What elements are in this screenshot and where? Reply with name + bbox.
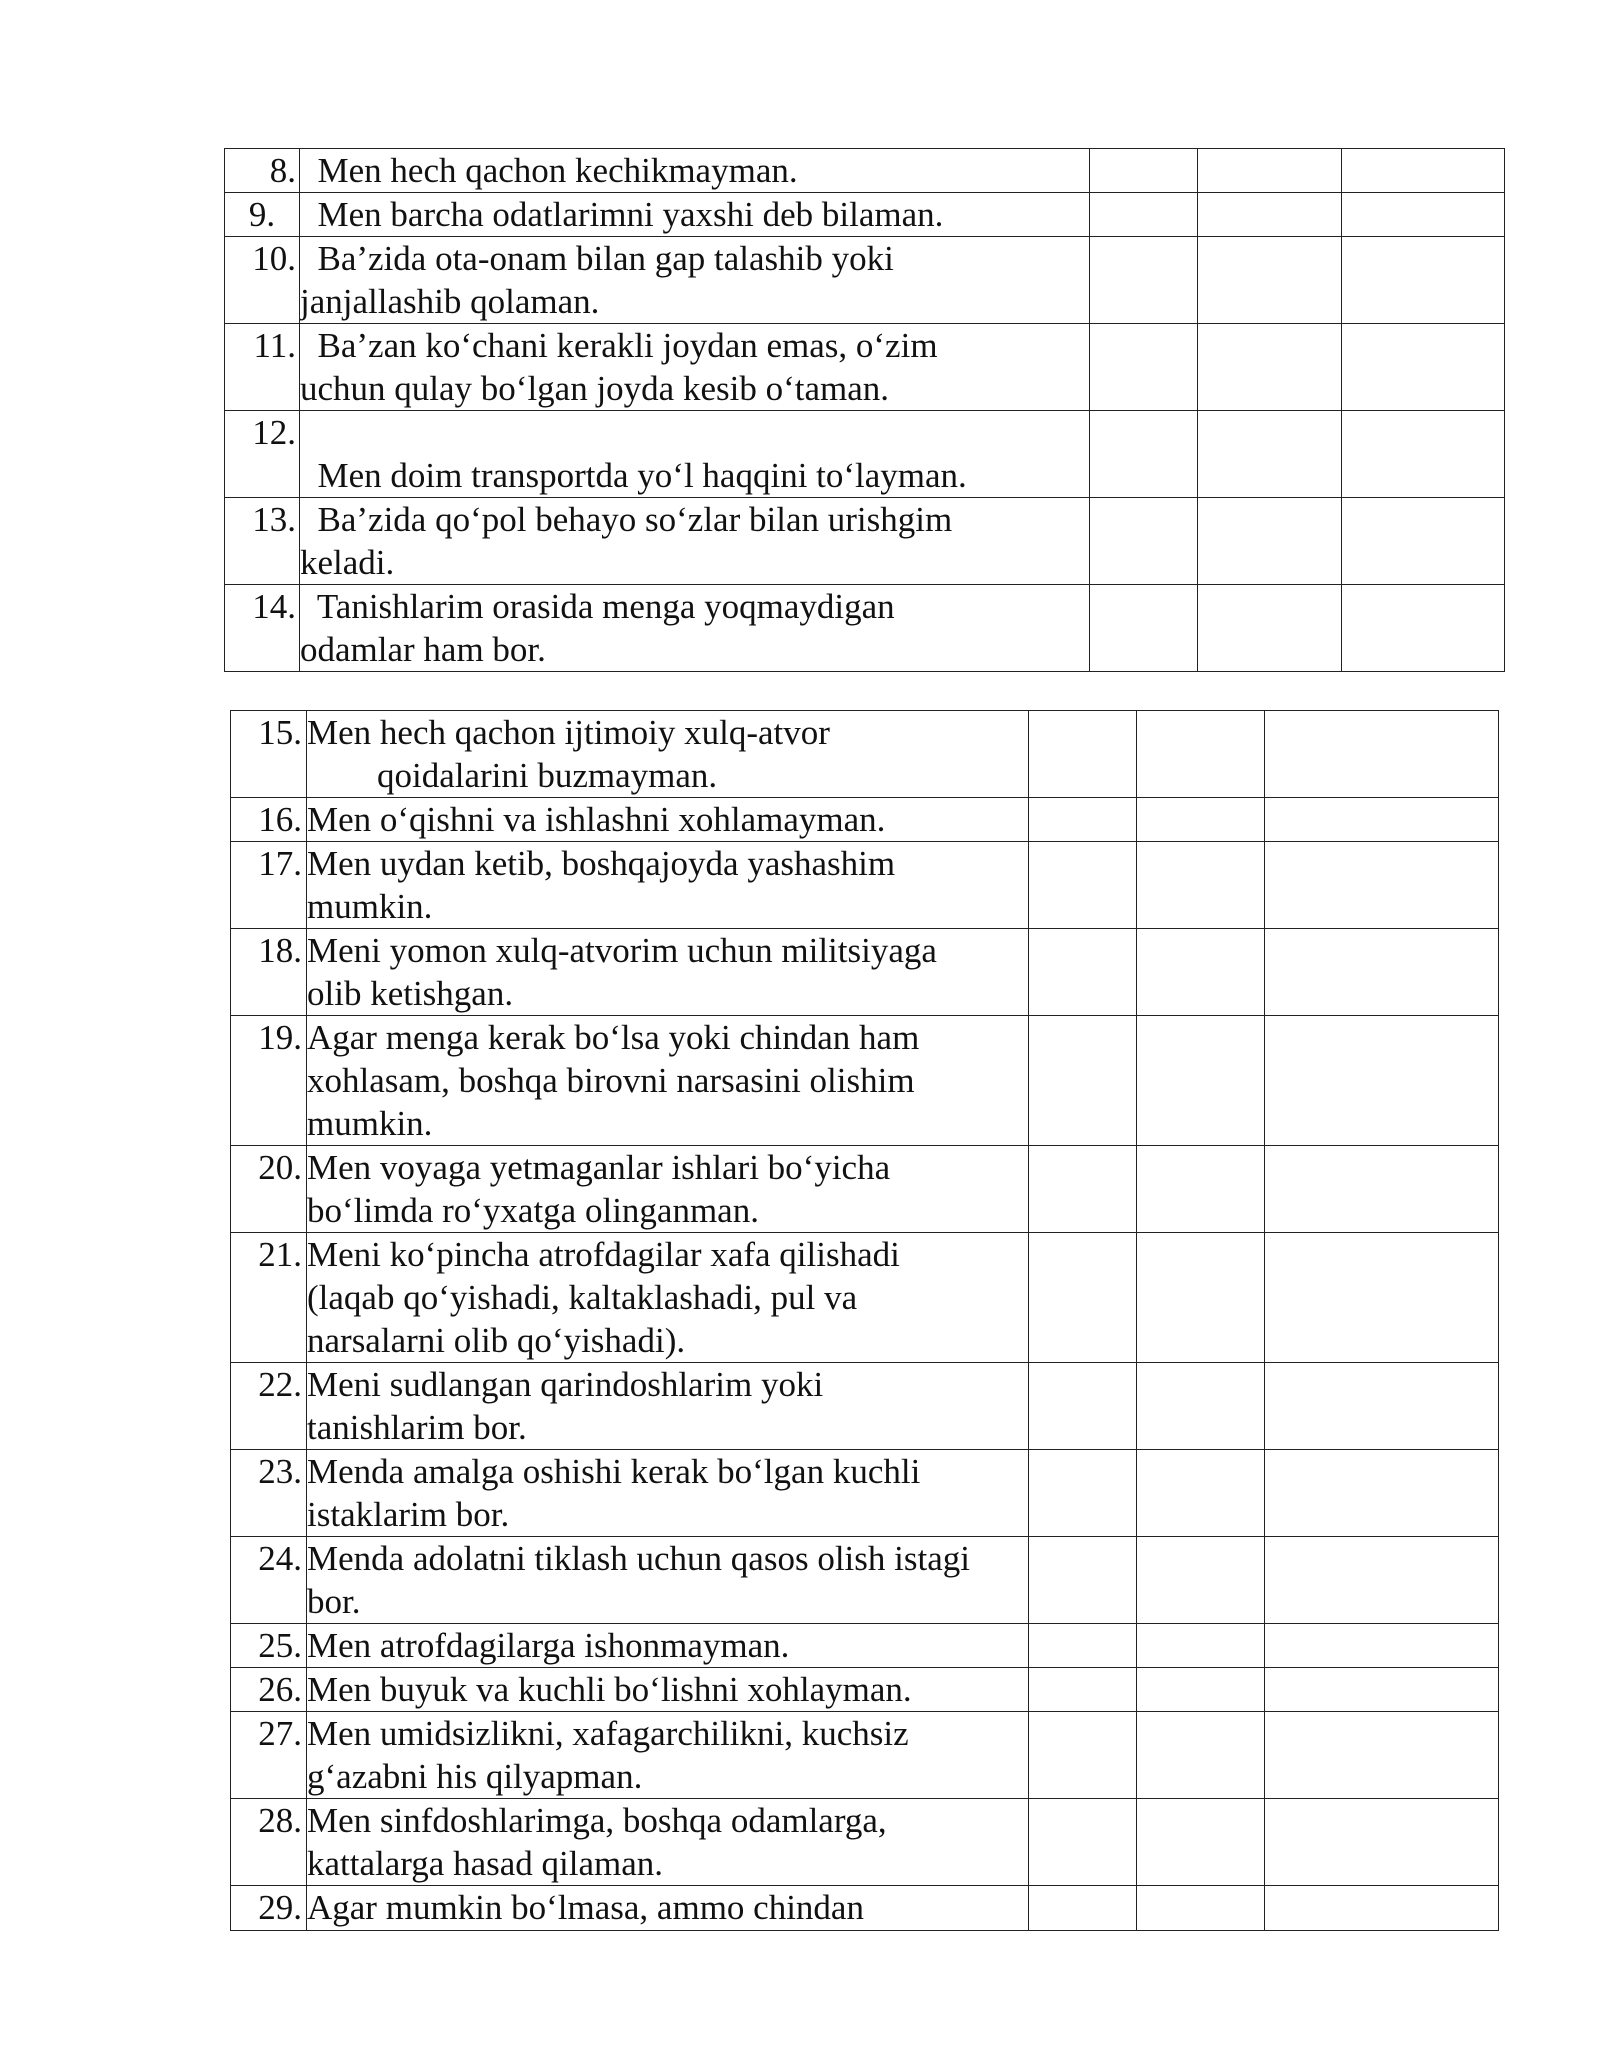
item-number: 18.	[231, 929, 307, 1016]
answer-cell-3[interactable]	[1342, 585, 1505, 672]
item-statement	[300, 498, 1090, 585]
statement-line: janjallashib qolaman.	[300, 282, 600, 321]
answer-cell-2[interactable]	[1137, 1668, 1265, 1712]
statement-line: keladi.	[300, 543, 395, 582]
statement-line: Men hech qachon kechikmayman.	[300, 151, 798, 190]
questionnaire-row	[231, 842, 1499, 929]
answer-cell-2[interactable]	[1137, 1016, 1265, 1146]
answer-cell-1[interactable]	[1029, 1886, 1137, 1931]
answer-cell-3[interactable]	[1265, 1363, 1499, 1450]
answer-cell-1[interactable]	[1029, 1537, 1137, 1624]
answer-cell-1[interactable]	[1029, 1668, 1137, 1712]
item-statement	[307, 1450, 1029, 1537]
answer-cell-1[interactable]	[1029, 1233, 1137, 1363]
answer-cell-1[interactable]	[1090, 411, 1198, 498]
questionnaire-table-2	[230, 710, 1499, 1931]
item-statement	[300, 193, 1090, 237]
statement-line: Ba’zida qo‘pol behayo so‘zlar bilan urishgim	[300, 500, 953, 539]
answer-cell-1[interactable]	[1029, 1363, 1137, 1450]
answer-cell-3[interactable]	[1265, 1146, 1499, 1233]
item-number: 28.	[231, 1799, 307, 1886]
answer-cell-3[interactable]	[1265, 1450, 1499, 1537]
item-statement	[300, 585, 1090, 672]
statement-line: qoidalarini buzmayman.	[307, 756, 718, 795]
statement-line: Meni ko‘pincha atrofdagilar xafa qilishadi	[307, 1235, 900, 1274]
statement-line: odamlar ham bor.	[300, 630, 546, 669]
item-statement	[307, 1624, 1029, 1668]
statement-line: Agar mumkin bo‘lmasa, ammo chindan	[307, 1888, 864, 1927]
statement-line: Men hech qachon ijtimoiy xulq-atvor	[307, 713, 830, 752]
answer-cell-3[interactable]	[1265, 1233, 1499, 1363]
answer-cell-2[interactable]	[1198, 149, 1342, 193]
questionnaire-row	[225, 237, 1505, 324]
answer-cell-1[interactable]	[1029, 842, 1137, 929]
questionnaire-row	[231, 1624, 1499, 1668]
item-number: 11.	[225, 324, 300, 411]
answer-cell-1[interactable]	[1029, 1712, 1137, 1799]
item-number: 23.	[231, 1450, 307, 1537]
item-number: 22.	[231, 1363, 307, 1450]
item-number: 19.	[231, 1016, 307, 1146]
item-number: 26.	[231, 1668, 307, 1712]
answer-cell-2[interactable]	[1137, 1537, 1265, 1624]
statement-line: g‘azabni his qilyapman.	[307, 1757, 643, 1796]
item-statement	[300, 237, 1090, 324]
statement-line: Tanishlarim orasida menga yoqmaydigan	[300, 587, 895, 626]
statement-line: Agar menga kerak bo‘lsa yoki chindan ham	[307, 1018, 920, 1057]
answer-cell-2[interactable]	[1198, 324, 1342, 411]
statement-line: Men doim transportda yo‘l haqqini to‘layman.	[300, 456, 967, 495]
answer-cell-2[interactable]	[1198, 411, 1342, 498]
answer-cell-3[interactable]	[1265, 1668, 1499, 1712]
answer-cell-1[interactable]	[1029, 1799, 1137, 1886]
answer-cell-1[interactable]	[1090, 585, 1198, 672]
statement-line: Ba’zida ota-onam bilan gap talashib yoki	[300, 239, 894, 278]
statement-line: Meni yomon xulq-atvorim uchun militsiyaga	[307, 931, 937, 970]
item-statement	[300, 411, 1090, 498]
statement-line: Men voyaga yetmaganlar ishlari bo‘yicha	[307, 1148, 891, 1187]
answer-cell-2[interactable]	[1137, 1450, 1265, 1537]
questionnaire-table-1	[224, 148, 1505, 672]
answer-cell-3[interactable]	[1265, 711, 1499, 798]
answer-cell-1[interactable]	[1029, 1016, 1137, 1146]
questionnaire-row	[225, 149, 1505, 193]
questionnaire-row	[231, 1799, 1499, 1886]
answer-cell-2[interactable]	[1137, 1886, 1265, 1931]
item-statement	[300, 149, 1090, 193]
statement-line: xohlasam, boshqa birovni narsasini olishim	[307, 1061, 915, 1100]
answer-cell-3[interactable]	[1265, 798, 1499, 842]
questionnaire-row	[231, 1146, 1499, 1233]
answer-cell-2[interactable]	[1137, 798, 1265, 842]
questionnaire-row	[231, 1233, 1499, 1363]
answer-cell-3[interactable]	[1265, 1537, 1499, 1624]
answer-cell-2[interactable]	[1137, 1799, 1265, 1886]
item-statement	[307, 798, 1029, 842]
answer-cell-3[interactable]	[1265, 1016, 1499, 1146]
answer-cell-3[interactable]	[1342, 324, 1505, 411]
answer-cell-2[interactable]	[1198, 585, 1342, 672]
statement-line: Meni sudlangan qarindoshlarim yoki	[307, 1365, 824, 1404]
answer-cell-1[interactable]	[1090, 498, 1198, 585]
statement-line: bor.	[307, 1582, 361, 1621]
item-statement	[300, 324, 1090, 411]
statement-line: Men buyuk va kuchli bo‘lishni xohlayman.	[307, 1670, 912, 1709]
item-number: 12.	[225, 411, 300, 498]
questionnaire-row	[231, 1668, 1499, 1712]
item-statement	[307, 842, 1029, 929]
statement-line: Men sinfdoshlarimga, boshqa odamlarga,	[307, 1801, 887, 1840]
answer-cell-3[interactable]	[1342, 193, 1505, 237]
statement-line: mumkin.	[307, 887, 433, 926]
item-statement	[307, 1712, 1029, 1799]
statement-line: Menda adolatni tiklash uchun qasos olish istagi	[307, 1539, 970, 1578]
item-number: 27.	[231, 1712, 307, 1799]
statement-line: Ba’zan ko‘chani kerakli joydan emas, o‘zim	[300, 326, 938, 365]
item-statement	[307, 1363, 1029, 1450]
answer-cell-3[interactable]	[1342, 498, 1505, 585]
answer-cell-3[interactable]	[1265, 1799, 1499, 1886]
answer-cell-2[interactable]	[1137, 1146, 1265, 1233]
answer-cell-1[interactable]	[1029, 929, 1137, 1016]
statement-line: Men uydan ketib, boshqajoyda yashashim	[307, 844, 896, 883]
statement-line: Men umidsizlikni, xafagarchilikni, kuchsiz	[307, 1714, 909, 1753]
statement-line: bo‘limda ro‘yxatga olinganman.	[307, 1191, 759, 1230]
item-number: 25.	[231, 1624, 307, 1668]
statement-line: Men o‘qishni va ishlashni xohlamayman.	[307, 800, 886, 839]
statement-line: olib ketishgan.	[307, 974, 514, 1013]
statement-line: Menda amalga oshishi kerak bo‘lgan kuchli	[307, 1452, 921, 1491]
answer-cell-3[interactable]	[1342, 411, 1505, 498]
answer-cell-1[interactable]	[1029, 798, 1137, 842]
item-statement	[307, 1016, 1029, 1146]
answer-cell-3[interactable]	[1265, 842, 1499, 929]
questionnaire-row	[231, 798, 1499, 842]
item-statement	[307, 1146, 1029, 1233]
item-number: 16.	[231, 798, 307, 842]
answer-cell-2[interactable]	[1137, 1233, 1265, 1363]
questionnaire-row	[231, 711, 1499, 798]
answer-cell-2[interactable]	[1137, 1712, 1265, 1799]
answer-cell-1[interactable]	[1090, 149, 1198, 193]
statement-line: (laqab qo‘yishadi, kaltaklashadi, pul va	[307, 1278, 858, 1317]
item-statement	[307, 929, 1029, 1016]
item-statement	[307, 1668, 1029, 1712]
item-number: 29.	[231, 1886, 307, 1931]
item-statement	[307, 1886, 1029, 1931]
item-statement	[307, 711, 1029, 798]
questionnaire-row	[231, 1450, 1499, 1537]
statement-line: uchun qulay bo‘lgan joyda kesib o‘taman.	[300, 369, 890, 408]
answer-cell-3[interactable]	[1265, 1624, 1499, 1668]
item-number: 13.	[225, 498, 300, 585]
answer-cell-3[interactable]	[1265, 929, 1499, 1016]
item-number: 21.	[231, 1233, 307, 1363]
item-number: 9.	[225, 193, 300, 237]
answer-cell-1[interactable]	[1029, 1146, 1137, 1233]
questionnaire-row	[225, 585, 1505, 672]
answer-cell-3[interactable]	[1265, 1712, 1499, 1799]
questionnaire-row	[231, 1712, 1499, 1799]
answer-cell-2[interactable]	[1198, 193, 1342, 237]
questionnaire-row	[225, 324, 1505, 411]
answer-cell-2[interactable]	[1198, 237, 1342, 324]
item-number: 10.	[225, 237, 300, 324]
answer-cell-2[interactable]	[1137, 929, 1265, 1016]
item-number: 24.	[231, 1537, 307, 1624]
answer-cell-2[interactable]	[1137, 711, 1265, 798]
answer-cell-2[interactable]	[1137, 842, 1265, 929]
statement-line: narsalarni olib qo‘yishadi).	[307, 1321, 686, 1360]
answer-cell-1[interactable]	[1090, 324, 1198, 411]
item-number: 8.	[225, 149, 300, 193]
item-number: 14.	[225, 585, 300, 672]
statement-line: Men atrofdagilarga ishonmayman.	[307, 1626, 790, 1665]
statement-line: kattalarga hasad qilaman.	[307, 1844, 664, 1883]
statement-line: tanishlarim bor.	[307, 1408, 527, 1447]
statement-line: istaklarim bor.	[307, 1495, 510, 1534]
questionnaire-row	[225, 193, 1505, 237]
statement-line: mumkin.	[307, 1104, 433, 1143]
answer-cell-1[interactable]	[1090, 193, 1198, 237]
answer-cell-1[interactable]	[1029, 711, 1137, 798]
questionnaire-row	[231, 1363, 1499, 1450]
questionnaire-row	[231, 929, 1499, 1016]
answer-cell-1[interactable]	[1029, 1624, 1137, 1668]
answer-cell-2[interactable]	[1137, 1624, 1265, 1668]
item-number: 15.	[231, 711, 307, 798]
questionnaire-row	[231, 1016, 1499, 1146]
answer-cell-3[interactable]	[1265, 1886, 1499, 1931]
item-number: 20.	[231, 1146, 307, 1233]
questionnaire-row	[225, 411, 1505, 498]
statement-line: Men barcha odatlarimni yaxshi deb bilaman.	[300, 195, 944, 234]
item-number: 17.	[231, 842, 307, 929]
answer-cell-3[interactable]	[1342, 149, 1505, 193]
answer-cell-1[interactable]	[1090, 237, 1198, 324]
answer-cell-2[interactable]	[1198, 498, 1342, 585]
questionnaire-row	[225, 498, 1505, 585]
item-statement	[307, 1537, 1029, 1624]
answer-cell-1[interactable]	[1029, 1450, 1137, 1537]
item-statement	[307, 1233, 1029, 1363]
questionnaire-row	[231, 1886, 1499, 1931]
questionnaire-row	[231, 1537, 1499, 1624]
statement-line	[300, 411, 1087, 454]
answer-cell-3[interactable]	[1342, 237, 1505, 324]
item-statement	[307, 1799, 1029, 1886]
answer-cell-2[interactable]	[1137, 1363, 1265, 1450]
